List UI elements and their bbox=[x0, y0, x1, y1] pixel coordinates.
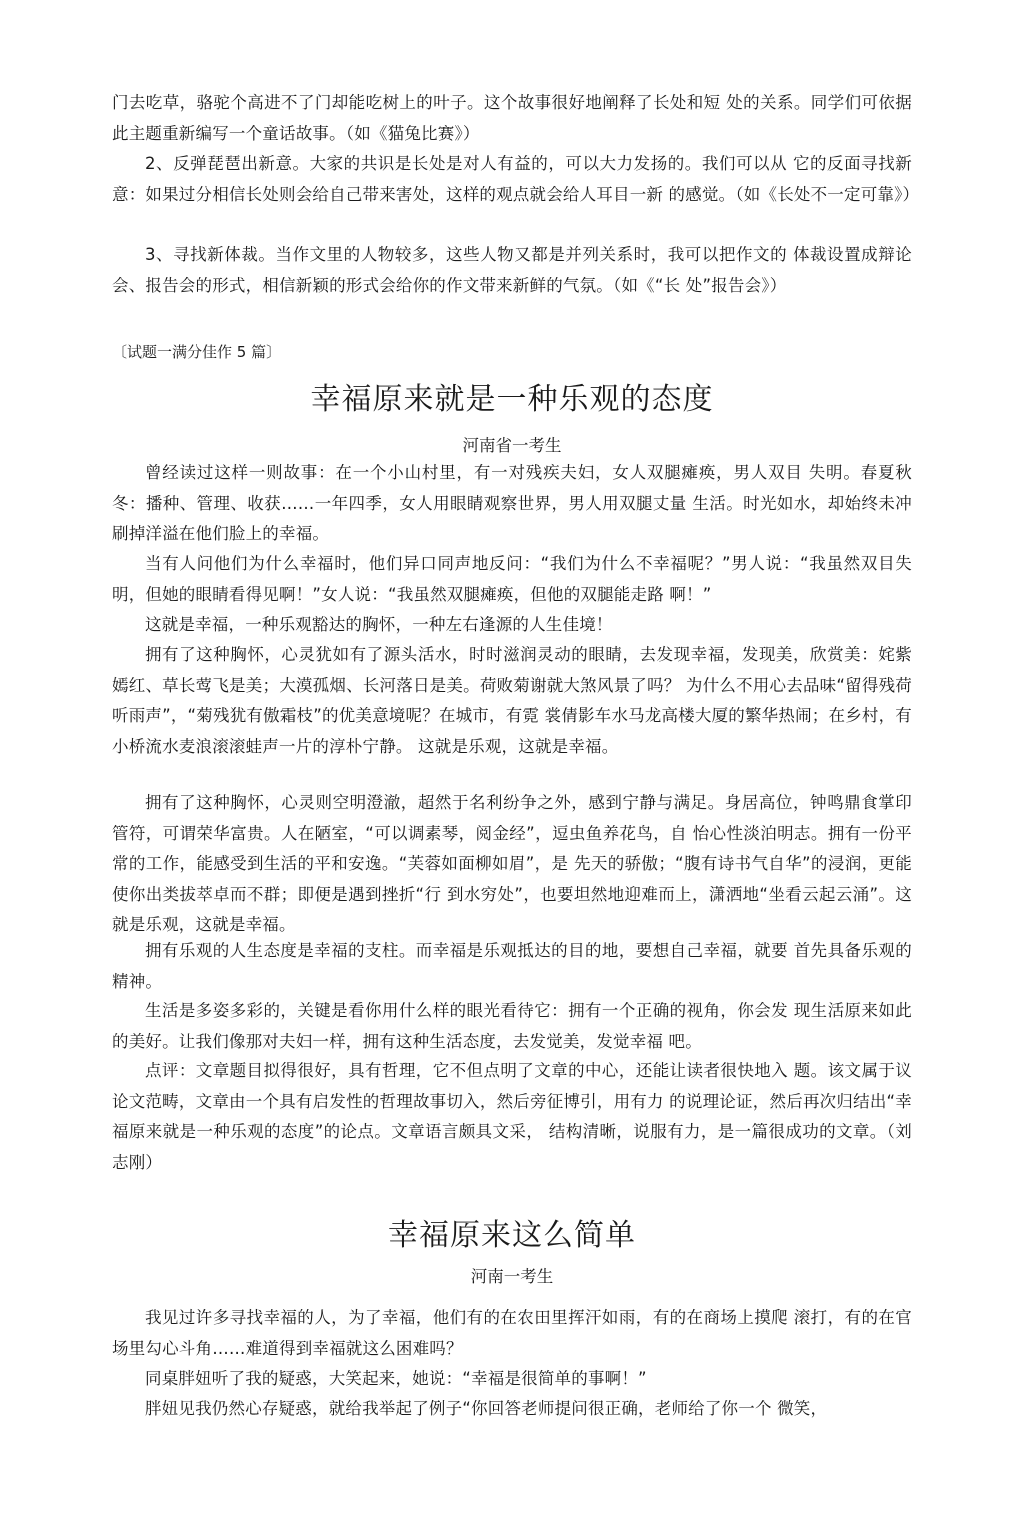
essay2-paragraph-2: 同桌胖妞听了我的疑惑，大笑起来，她说：“幸福是很简单的事啊！” bbox=[145, 1369, 647, 1388]
intro-paragraph-3: 3、寻找新体裁。当作文里的人物较多，这些人物又都是并列关系时，我可以把作文的 体裁设置成辩论会、报告会的形式，相信新颖的形式会给你的作文带来新鲜的气氛。（如《“长 处”报告会》） bbox=[112, 245, 912, 295]
essay1-review: 点评：文章题目拟得很好，具有哲理，它不但点明了文章的中心，还能让读者很快地入 题。该文属于议论文范畴，文章由一个具有启发性的哲理故事切入，然后旁征博引，用有力 的说理论证，然后再次归结出“幸福原来就是一种乐观的态度”的论点。文章语言颇具文采， 结构清晰，说服有力，是一篇很成功的文章。（刘志刚） bbox=[112, 1061, 912, 1172]
essay1-paragraph-4: 拥有了这种胸怀，心灵犹如有了源头活水，时时滋润灵动的眼睛，去发现幸福，发现美，欣赏美：姹紫嫣红、草长莺飞是美；大漠孤烟、长河落日是美。荷败菊谢就大煞风景了吗？ 为什么不用心去品味“留得残荷听雨声”，“菊残犹有傲霜枝”的优美意境呢？在城市，有霓 裳倩影车水马龙高楼大厦的繁华热闹；在乡村，有小桥流水麦浪滚滚蛙声一片的淳朴宁静。 这就是乐观，这就是幸福。 bbox=[112, 645, 912, 756]
essay1-paragraph-6: 拥有乐观的人生态度是幸福的支柱。而幸福是乐观抵达的目的地，要想自己幸福，就要 首先具备乐观的精神。 bbox=[112, 941, 912, 991]
essay1-author: 河南省一考生 bbox=[462, 436, 562, 455]
essay1-paragraph-3: 这就是幸福，一种乐观豁达的胸怀，一种左右逢源的人生佳境！ bbox=[145, 615, 613, 634]
essay2-author: 河南一考生 bbox=[470, 1267, 554, 1286]
essay2-paragraph-1: 我见过许多寻找幸福的人，为了幸福，他们有的在农田里挥汗如雨，有的在商场上摸爬 滚打，有的在官场里勾心斗角……难道得到幸福就这么困难吗？ bbox=[112, 1308, 912, 1358]
intro-paragraph-1: 门去吃草，骆驼个高进不了门却能吃树上的叶子。这个故事很好地阐释了长处和短 处的关系。同学们可依据此主题重新编写一个童话故事。（如《猫兔比赛》） bbox=[112, 93, 912, 143]
essay2-paragraph-3: 胖妞见我仍然心存疑惑，就给我举起了例子“你回答老师提问很正确，老师给了你一个 微笑， bbox=[145, 1399, 828, 1418]
section-label: 〔试题一满分佳作 5 篇〕 bbox=[112, 343, 282, 361]
essay1-title: 幸福原来就是一种乐观的态度 bbox=[310, 382, 714, 417]
essay1-paragraph-2: 当有人问他们为什么幸福时，他们异口同声地反问：“我们为什么不幸福呢？”男人说：“我虽然双目失明，但她的眼睛看得见啊！”女人说：“我虽然双腿瘫痪，但他的双腿能走路 啊！” bbox=[112, 554, 912, 604]
essay2-title: 幸福原来这么简单 bbox=[388, 1218, 636, 1253]
essay1-paragraph-1: 曾经读过这样一则故事：在一个小山村里，有一对残疾夫妇，女人双腿瘫痪，男人双目 失明。春夏秋冬：播种、管理、收获……一年四季，女人用眼睛观察世界，男人用双腿丈量 生活。时光如水，却始终未冲刷掉洋溢在他们脸上的幸福。 bbox=[112, 463, 912, 543]
intro-paragraph-2: 2、反弹琵琶出新意。大家的共识是长处是对人有益的，可以大力发扬的。我们可以从 它的反面寻找新意：如果过分相信长处则会给自己带来害处，这样的观点就会给人耳目一新 的感觉。（如《长处不一定可靠》） bbox=[112, 154, 920, 204]
essay1-paragraph-7: 生活是多姿多彩的，关键是看你用什么样的眼光看待它：拥有一个正确的视角，你会发 现生活原来如此的美好。让我们像那对夫妇一样，拥有这种生活态度，去发觉美，发觉幸福 吧。 bbox=[112, 1001, 912, 1051]
essay1-paragraph-5: 拥有了这种胸怀，心灵则空明澄澈，超然于名利纷争之外，感到宁静与满足。身居高位，钟鸣鼎食掌印管符，可谓荣华富贵。人在陋室，“可以调素琴，阅金经”，逗虫鱼养花鸟，自 怡心性淡泊明志。拥有一份平常的工作，能感受到生活的平和安逸。“芙蓉如面柳如眉”，是 先天的骄傲；“腹有诗书气自华”的浸润，更能使你出类拔萃卓而不群；即便是遇到挫折“行 到水穷处”，也要坦然地迎难而上，潇洒地“坐看云起云涌”。这就是乐观，这就是幸福。 bbox=[112, 793, 912, 934]
